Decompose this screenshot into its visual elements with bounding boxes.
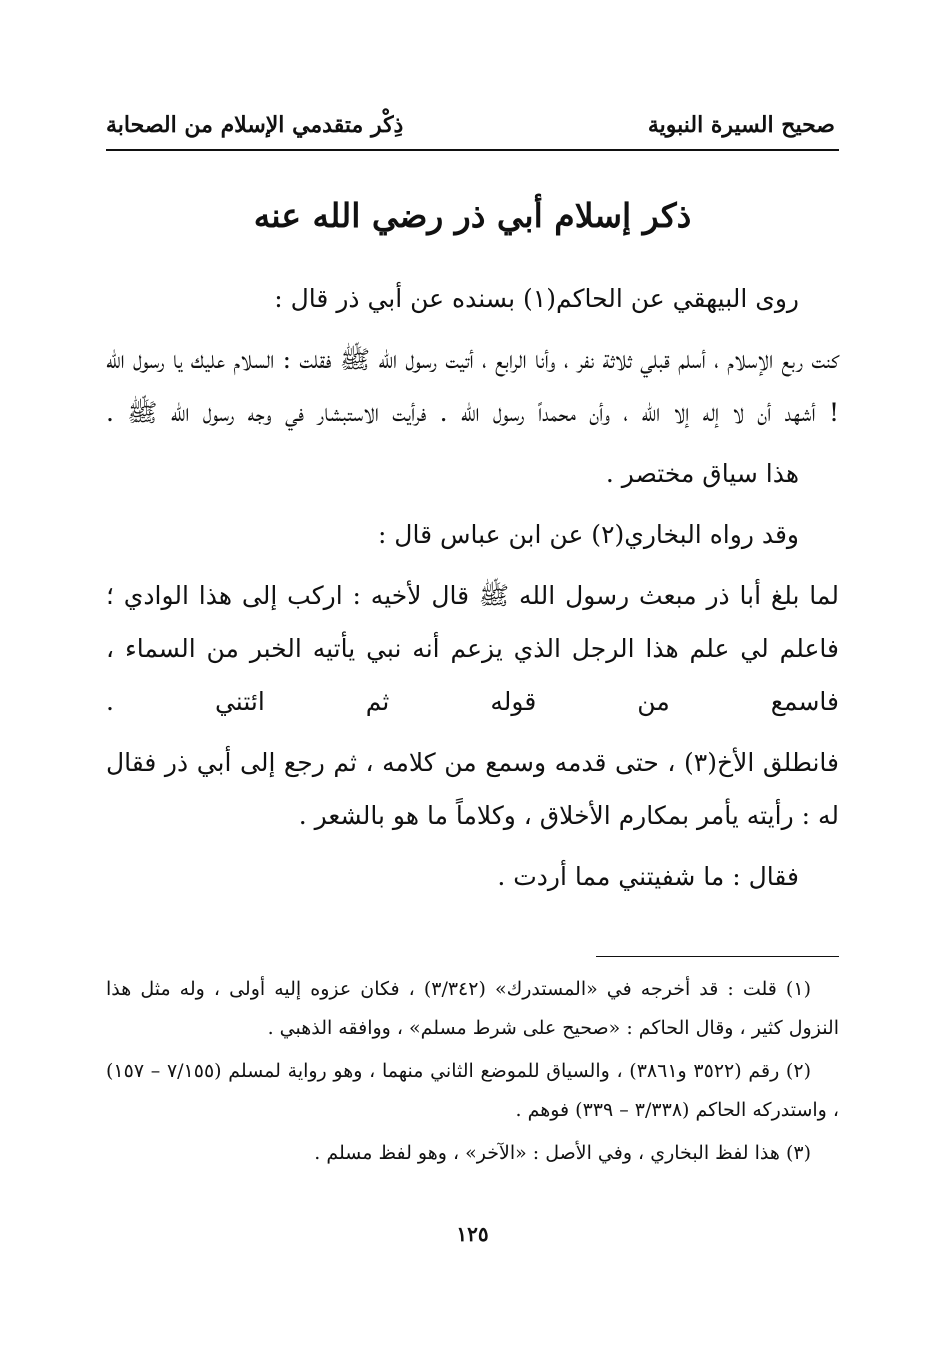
paragraph: هذا سياق مختصر . [605, 459, 799, 488]
footnote: (٣) هذا لفظ البخاري ، وفي الأصل : «الآخر» ، وهو لفظ مسلم . [314, 1142, 811, 1164]
page-number: ١٢٥ [456, 1222, 489, 1246]
footnotes [106, 970, 839, 1177]
paragraph: روى البيهقي عن الحاكم(١) بسنده عن أبي ذر قال : [274, 284, 799, 313]
paragraph: لما بلغ أبا ذر مبعث رسول الله ﷺ قال لأخيه : اركب إلى هذا الوادي ؛ فاعلم لي علم هذا الرجل الذي يزعم أنه نبي يأتيه الخبر من السماء ، فاسمع من قوله ثم ائتني . [106, 581, 839, 716]
running-header-chapter-title: ذِكْر متقدمي الإسلام من الصحابة [106, 112, 404, 138]
footnote: (٢) رقم (٣٥٢٢ و٣٨٦١) ، والسياق للموضع الثاني منهما ، وهو رواية لمسلم (٧/١٥٥ – ١٥٧) ، واستدركه الحاكم (٣/٣٣٨ – ٣٣٩) فوهم . [106, 1060, 839, 1121]
running-header-book-title: صحيح السيرة النبوية [647, 112, 835, 138]
header-rule [106, 149, 839, 151]
paragraph: وقد رواه البخاري(٢) عن ابن عباس قال : [377, 520, 799, 549]
section-title: ذكر إسلام أبي ذر رضي الله عنه [253, 196, 692, 235]
paragraph: فقال : ما شفيتني مما أردت . [497, 862, 799, 891]
paragraph: كنت ربع الإسلام ، أسلم قبلي ثلاثة نفر ، وأنا الرابع ، أتيت رسول الله ﷺ فقلت : السلام عليك يا رسول الله ! أشهد أن لا إله إلا الله ، وأن محمداً رسول الله . فرأيت الاستبشار في وجه رسول الله ﷺ . [106, 345, 839, 427]
main-text [106, 272, 839, 911]
footnote: (١) قلت : قد أخرجه في «المستدرك» (٣/٣٤٢) ، فكان عزوه إليه أولى ، وله مثل هذا النزول كثير ، وقال الحاكم : «صحيح على شرط مسلم» ، ووافقه الذهبي . [106, 978, 839, 1039]
paragraph: فانطلق الأخ(٣) ، حتى قدمه وسمع من كلامه ، ثم رجع إلى أبي ذر فقال له : رأيته يأمر بمكارم الأخلاق ، وكلاماً ما هو بالشعر . [106, 748, 839, 830]
footnote-separator [596, 956, 839, 957]
